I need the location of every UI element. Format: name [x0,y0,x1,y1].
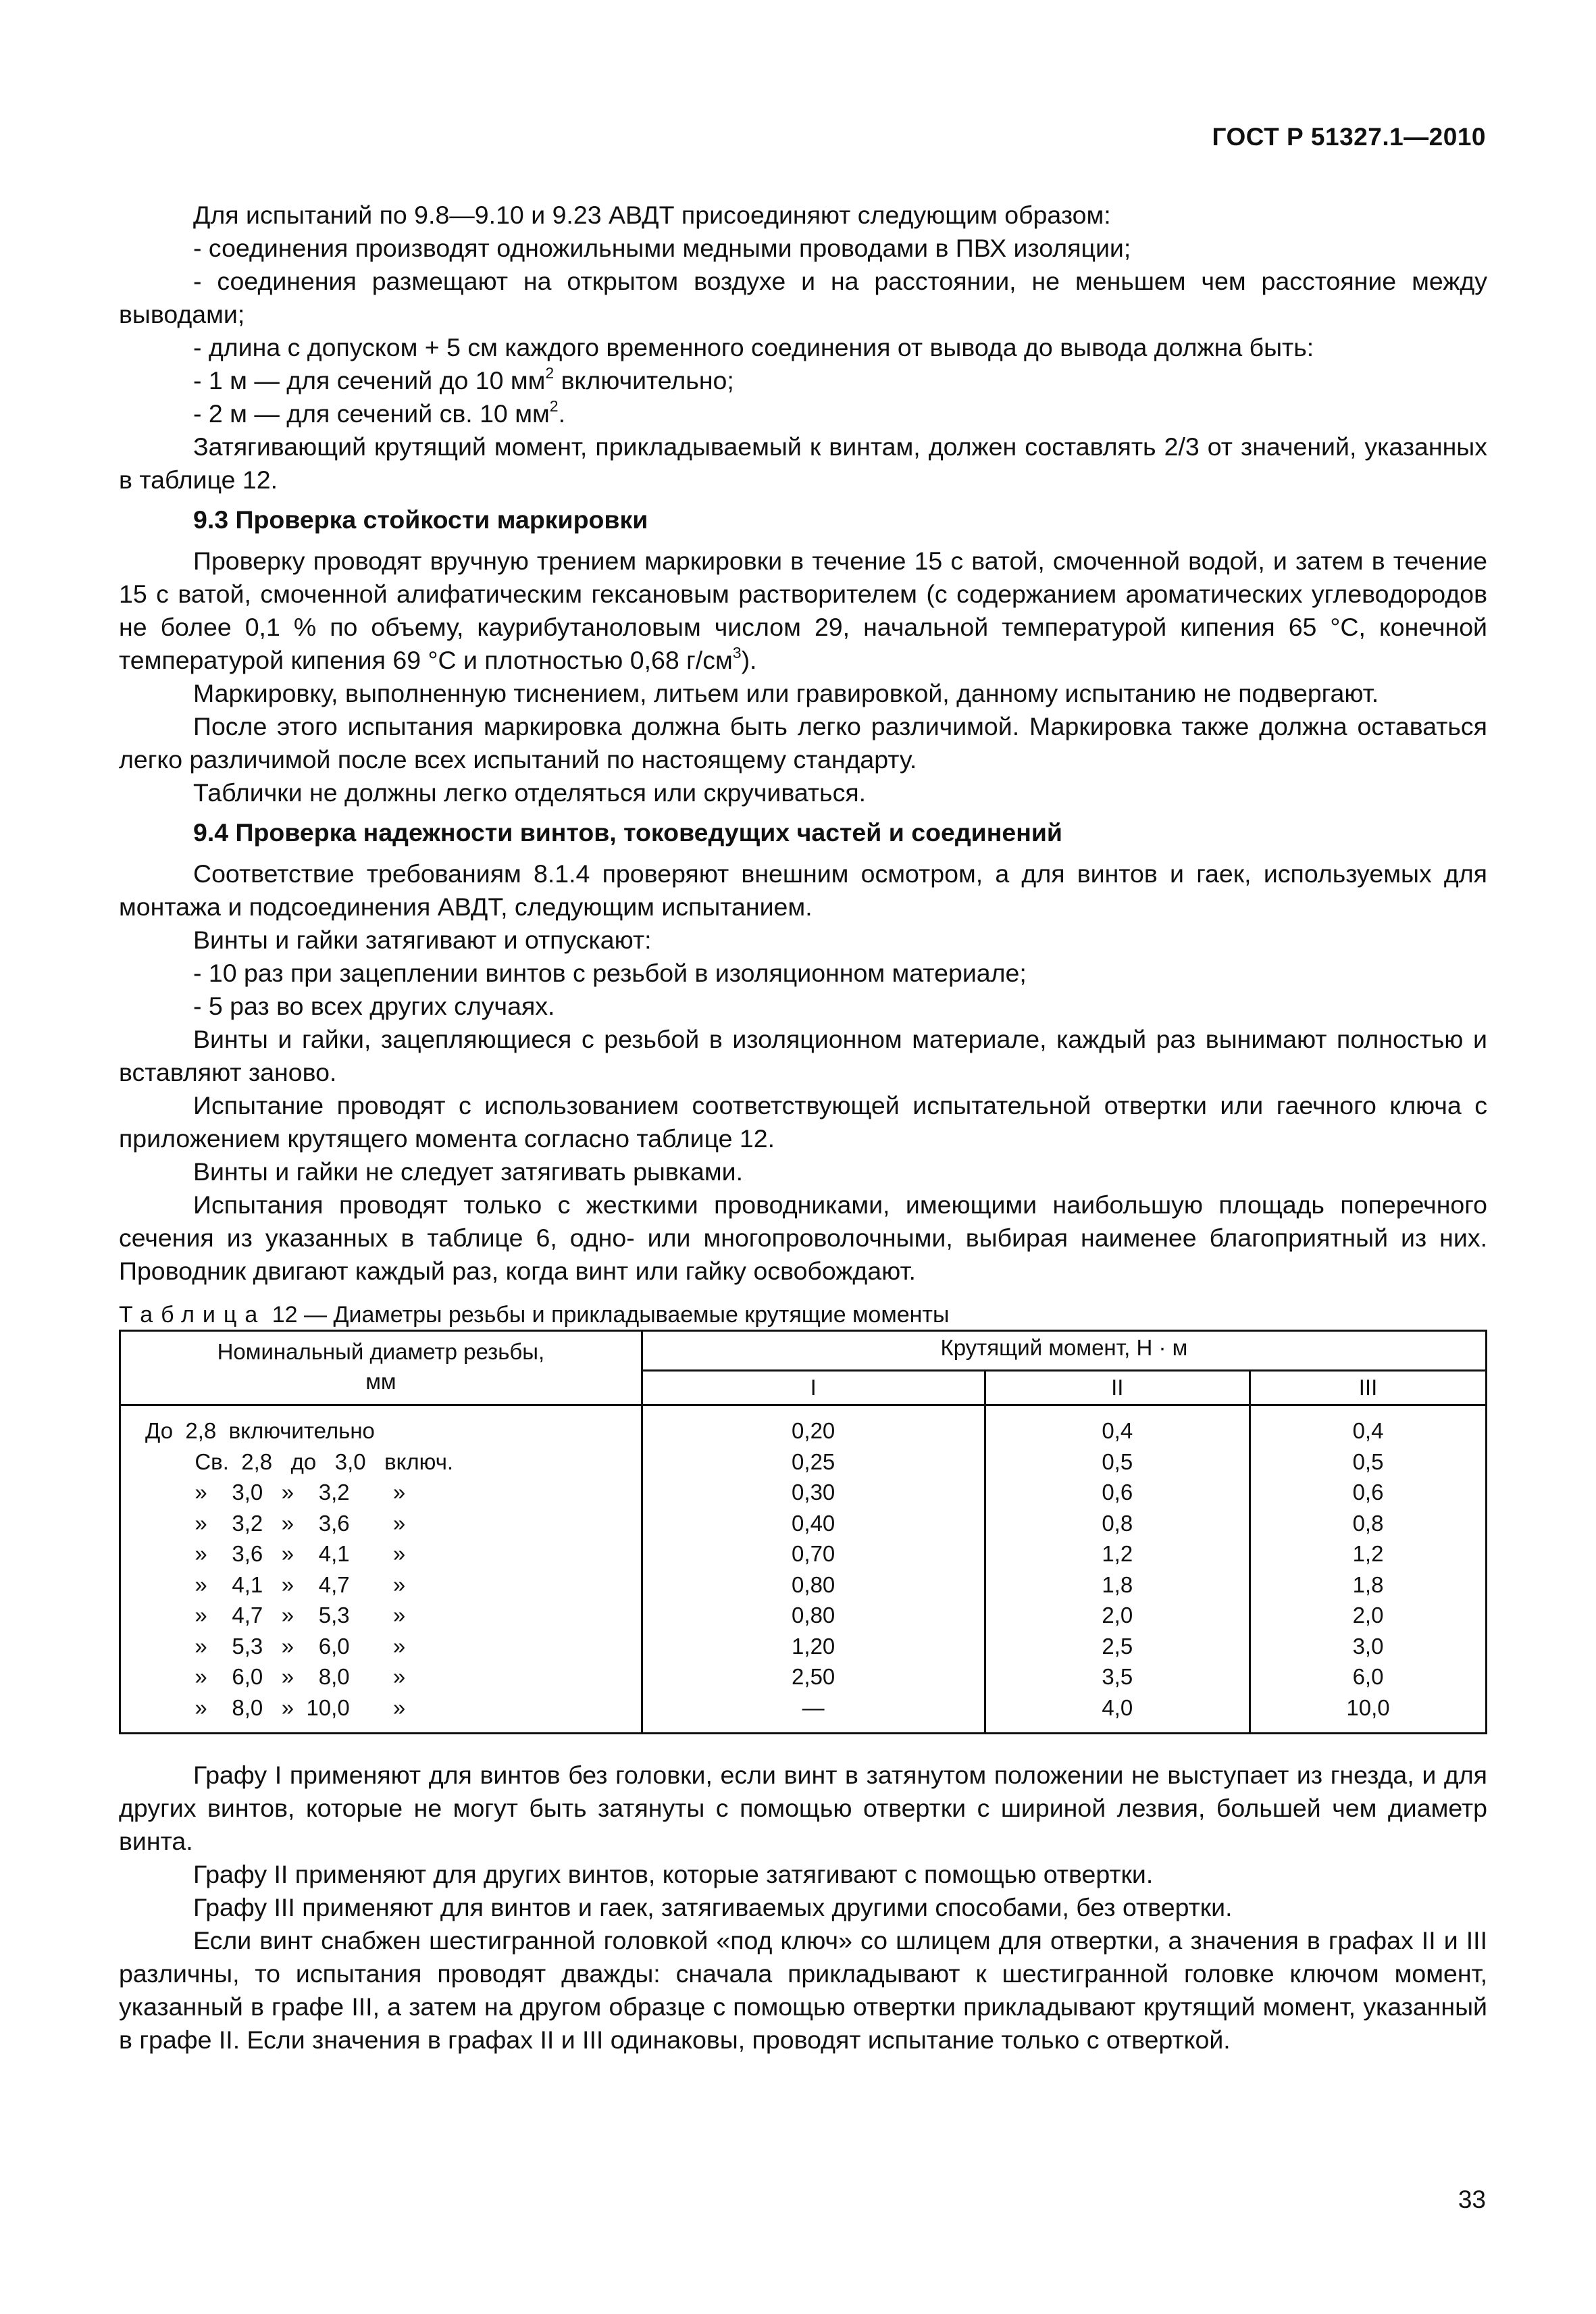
document-code: ГОСТ Р 51327.1—2010 [1212,123,1486,151]
table-cell: 2,0 [1102,1603,1133,1628]
table-cell: 3,0 [1352,1633,1384,1659]
table-header-torque: Крутящий момент, Н · м [642,1331,1486,1371]
list-item: - 2 м — для сечений св. 10 $мм^2$. [193,397,565,428]
table-cell: — [802,1694,825,1720]
paragraph: Если винт снабжен шестигранной головкой «под ключ» со шлицем для отвертки, а значения в графах II и III различны, то испытания проводят дважды: сначала прикладывают к шестигранной головке ключом момент, указанный в графе III, а затем на другом образце с помощью отвертки прикладывают крутящий момент, указанный в графе II. Если значения в графах II и III одинаковы, проводят испытание только с отверткой. [119,1926,1487,2054]
table-cell: 2,50 [792,1664,835,1689]
torque-column-2 [985,1405,1250,1734]
page-number: 33 [1458,2186,1486,2213]
table-cell: 0,25 [792,1449,835,1474]
paragraph: После этого испытания маркировка должна быть легко различимой. Маркировка также должна оставаться легко различимой после всех испытаний по настоящему стандарту. [119,712,1487,774]
paragraph: Испытание проводят с использованием соответствующей испытательной отвертки или гаечного ключа с приложением крутящего момента согласно таблице 12. [119,1091,1487,1153]
paragraph: Графу II применяют для других винтов, которые затягивают с помощью отвертки. [193,1860,1154,1888]
list-item: - соединения размещают на открытом воздухе и на расстоянии, не меньшем чем расстояние между выводами; [119,267,1487,328]
table-cell: 0,4 [1102,1418,1133,1443]
table-cell: 0,6 [1352,1480,1384,1505]
table-cell: 1,2 [1352,1541,1384,1566]
paragraph: Проверку проводят вручную трением маркировки в течение 15 с ватой, смоченной водой, и затем в течение 15 с ватой, смоченной алифатическим гексановым растворителем (с содержанием ароматических углеводородов не более 0,1 % по объему, каурибутаноловым числом 29, начальной температурой кипения 65 °С, конечной температурой кипения 69 °С и плотностью 0,68 $г/см^3$). [119,547,1487,674]
table-cell: » 4,7 » 5,3 » [145,1603,406,1628]
table-cell: 0,4 [1352,1418,1384,1443]
table-cell: » 5,3 » 6,0 » [145,1633,406,1659]
table-cell: 2,0 [1352,1603,1384,1628]
torque-column-3 [1250,1405,1487,1734]
paragraph: Затягивающий крутящий момент, прикладываемый к винтам, должен составлять 2/3 от значений, указанных в таблице 12. [119,432,1487,494]
paragraph: Для испытаний по 9.8—9.10 и 9.23 АВДТ присоединяют следующим образом: [193,201,1111,229]
list-item: - 10 раз при зацеплении винтов с резьбой в изоляционном материале; [193,959,1027,987]
table-cell: 0,5 [1352,1449,1384,1474]
table-cell: » 4,1 » 4,7 » [145,1571,406,1597]
table-cell: 0,80 [792,1571,835,1597]
paragraph: Маркировку, выполненную тиснением, литьем или гравировкой, данному испытанию не подвергают. [193,679,1379,707]
table-cell: » 3,0 » 3,2 » [145,1480,406,1505]
table-cell: 0,70 [792,1541,835,1566]
torque-table [119,1330,1487,1734]
paragraph: Винты и гайки не следует затягивать рывками. [193,1157,744,1186]
torque-column-1 [642,1405,985,1734]
table-header-col-3: III [1250,1371,1487,1405]
table-cell: 0,5 [1102,1449,1133,1474]
table-cell: 3,5 [1102,1664,1133,1689]
table-cell: » 6,0 » 8,0 » [145,1664,406,1689]
table-row [120,1405,1487,1734]
table-cell: » 8,0 » 10,0 » [145,1694,406,1720]
table-cell: 0,20 [792,1418,835,1443]
paragraph: Графу I применяют для винтов без головки, если винт в затянутом положении не выступает из гнезда, и для других винтов, которые не могут быть затянуты с помощью отвертки с шириной лезвия, большей чем диаметр винта. [119,1761,1487,1855]
table-cell: 1,2 [1102,1541,1133,1566]
table-cell: 1,20 [792,1633,835,1659]
table-cell: 4,0 [1102,1694,1133,1720]
table-cell: » 3,6 » 4,1 » [145,1541,406,1566]
paragraph: Испытания проводят только с жесткими проводниками, имеющими наибольшую площадь поперечного сечения из указанных в таблице 6, одно- или многопроволочными, выбирая наименее благоприятный из них. Проводник двигают каждый раз, когда винт или гайку освобождают. [119,1190,1487,1285]
table-cell: 1,8 [1102,1571,1133,1597]
table-cell: Св. 2,8 до 3,0 включ. [145,1449,454,1474]
section-heading: 9.4 Проверка надежности винтов, токоведущих частей и соединений [193,818,1062,847]
table-cell: 0,8 [1352,1510,1384,1536]
table-cell: 0,40 [792,1510,835,1536]
table-header-diameter: Номинальный диаметр резьбы, мм [120,1331,642,1405]
table-cell: 1,8 [1352,1571,1384,1597]
table-cell: 2,5 [1102,1633,1133,1659]
paragraph: Винты и гайки, зацепляющиеся с резьбой в изоляционном материале, каждый раз вынимают полностью и вставляют заново. [119,1025,1487,1086]
section-heading: 9.3 Проверка стойкости маркировки [193,505,648,534]
table-cell: До 2,8 включительно [145,1418,375,1443]
paragraph: Таблички не должны легко отделяться или скручиваться. [193,778,867,807]
table-caption: Таблица 12 — Диаметры резьбы и прикладываемые крутящие моменты [119,1302,950,1328]
diameter-column [120,1405,642,1734]
table-header-col-2: II [985,1371,1250,1405]
table-cell: 0,80 [792,1603,835,1628]
paragraph: Графу III применяют для винтов и гаек, затягиваемых другими способами, без отвертки. [193,1893,1233,1921]
table-cell: 0,6 [1102,1480,1133,1505]
paragraph: Соответствие требованиям 8.1.4 проверяют внешним осмотром, а для винтов и гаек, используемых для монтажа и подсоединения АВДТ, следующим испытанием. [119,859,1487,921]
table-cell: 0,8 [1102,1510,1133,1536]
table-header-col-1: I [642,1371,985,1405]
table-cell: » 3,2 » 3,6 » [145,1510,406,1536]
table-cell: 6,0 [1352,1664,1384,1689]
list-item: - соединения производят одножильными медными проводами в ПВХ изоляции; [193,234,1131,262]
list-item: - длина с допуском + 5 см каждого временного соединения от вывода до вывода должна быть: [193,333,1314,361]
paragraph: Винты и гайки затягивают и отпускают: [193,926,652,954]
list-item: - 1 м — для сечений до 10 $мм^2$ включительно; [193,363,734,395]
page-body [119,199,1487,2057]
list-item: - 5 раз во всех других случаях. [193,992,555,1020]
table-cell: 0,30 [792,1480,835,1505]
table-cell: 10,0 [1346,1694,1390,1720]
